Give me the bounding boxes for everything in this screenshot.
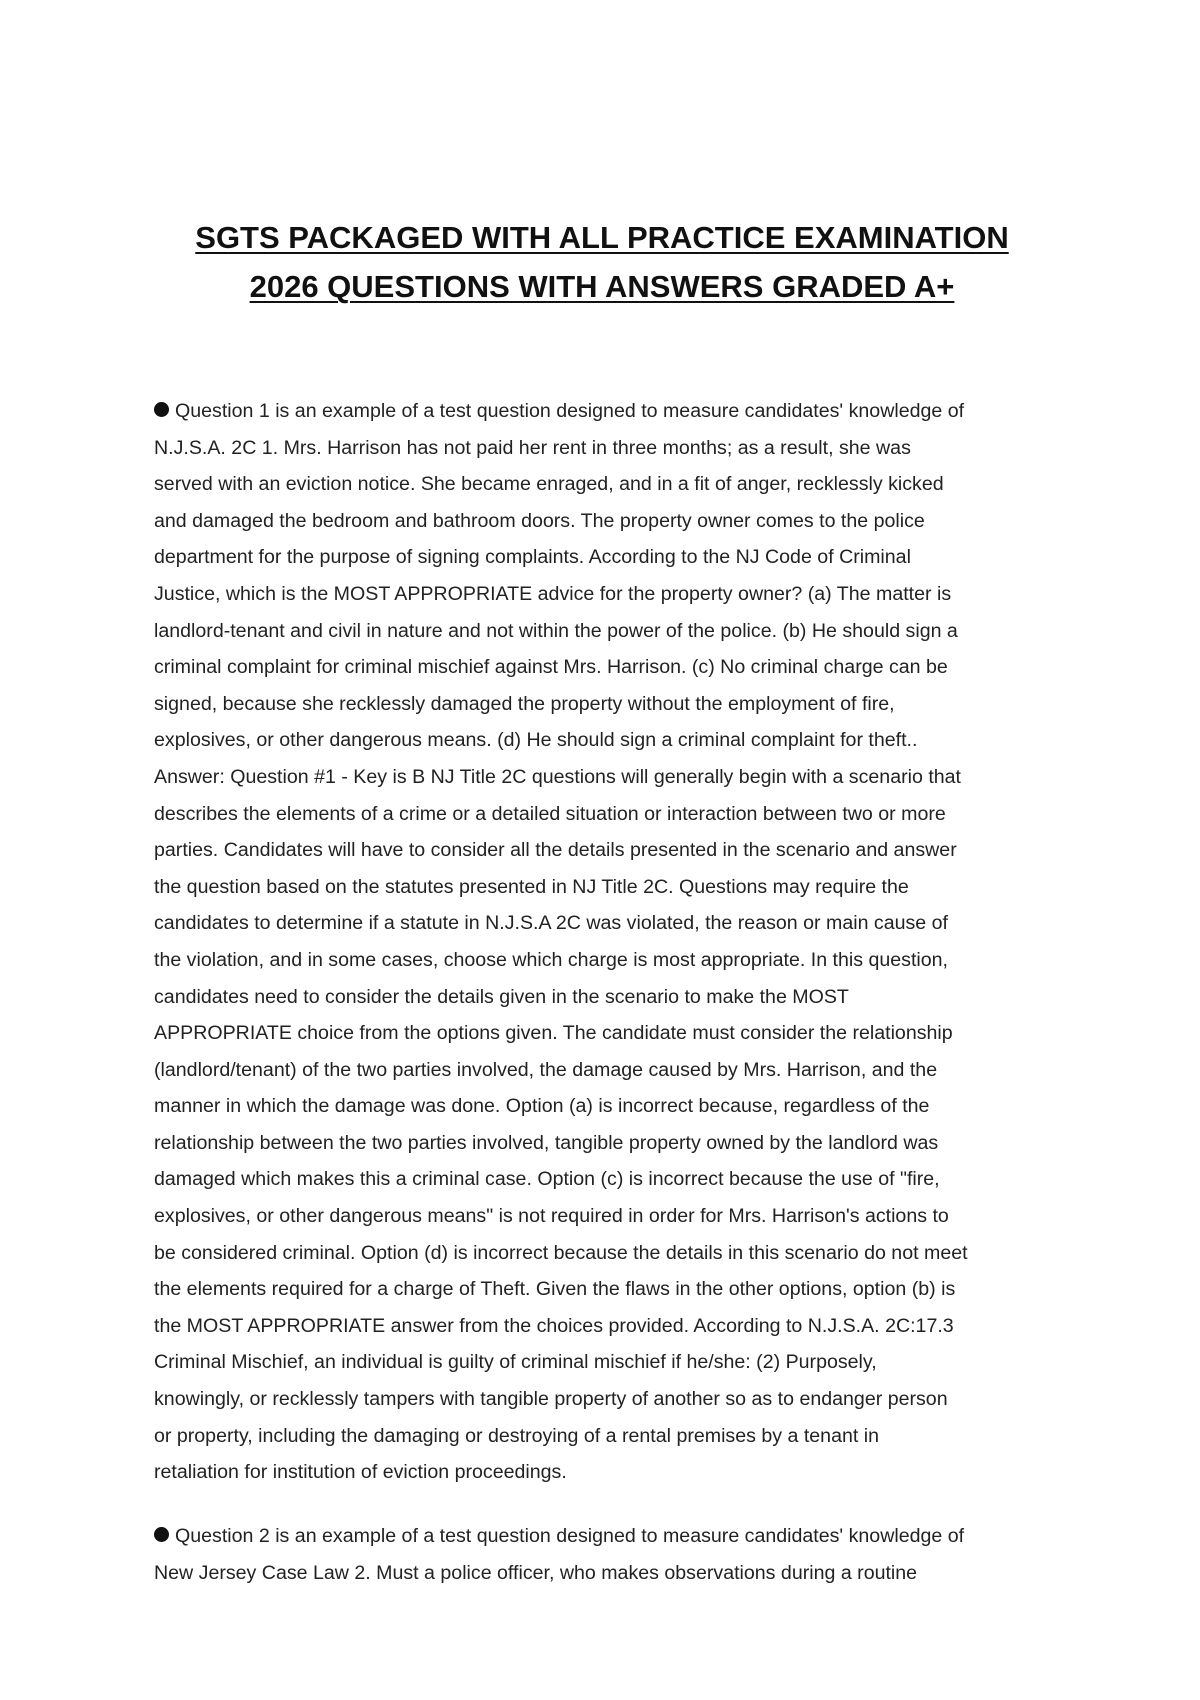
- text-line: criminal complaint for criminal mischief against Mrs. Harrison. (c) No criminal charge can be: [154, 656, 948, 679]
- question-1-paragraph: [154, 393, 1054, 1491]
- text-line: the MOST APPROPRIATE answer from the choices provided. According to N.J.S.A. 2C:17.3: [154, 1314, 954, 1337]
- text-line: candidates to determine if a statute in N.J.S.A 2C was violated, the reason or main cause of: [154, 912, 948, 935]
- text-line: or property, including the damaging or destroying of a rental premises by a tenant in: [154, 1424, 880, 1447]
- text-line: Question 2 is an example of a test question designed to measure candidates' knowledge of: [154, 1518, 1054, 1555]
- text-line: explosives, or other dangerous means" is not required in order for Mrs. Harrison's actions to: [154, 1205, 949, 1228]
- text-line: (landlord/tenant) of the two parties involved, the damage caused by Mrs. Harrison, and the: [154, 1058, 938, 1081]
- text-line: New Jersey Case Law 2. Must a police officer, who makes observations during a routine: [154, 1561, 918, 1584]
- text-line: manner in which the damage was done. Option (a) is incorrect because, regardless of the: [154, 1095, 930, 1118]
- text-line: the question based on the statutes presented in NJ Title 2C. Questions may require the: [154, 875, 909, 898]
- text-line: Answer: Question #1 - Key is B NJ Title 2C questions will generally begin with a scenario that: [154, 765, 961, 788]
- text-line: be considered criminal. Option (d) is incorrect because the details in this scenario do not meet: [154, 1241, 968, 1264]
- bullet-icon: [154, 402, 169, 417]
- text-line: APPROPRIATE choice from the options given. The candidate must consider the relationship: [154, 1022, 953, 1045]
- text-line: department for the purpose of signing complaints. According to the NJ Code of Criminal: [154, 546, 911, 569]
- text-line: relationship between the two parties involved, tangible property owned by the landlord was: [154, 1131, 939, 1154]
- document-title: [150, 213, 1054, 311]
- text-line: N.J.S.A. 2C 1. Mrs. Harrison has not paid her rent in three months; as a result, she was: [154, 436, 911, 459]
- text-line: and damaged the bedroom and bathroom doors. The property owner comes to the police: [154, 509, 925, 532]
- text-line: landlord-tenant and civil in nature and not within the power of the police. (b) He should sign a: [154, 619, 958, 642]
- text-line: candidates need to consider the details given in the scenario to make the MOST: [154, 985, 849, 1008]
- text-line: knowingly, or recklessly tampers with tangible property of another so as to endanger person: [154, 1388, 948, 1411]
- text-line: explosives, or other dangerous means. (d) He should sign a criminal complaint for theft..: [154, 729, 918, 752]
- text-line: served with an eviction notice. She became enraged, and in a fit of anger, recklessly kicked: [154, 473, 944, 496]
- text-line: damaged which makes this a criminal case. Option (c) is incorrect because the use of "fire,: [154, 1168, 940, 1191]
- text-line: Criminal Mischief, an individual is guilty of criminal mischief if he/she: (2) Purposely,: [154, 1351, 877, 1374]
- text-line: Question 1 is an example of a test question designed to measure candidates' knowledge of: [154, 393, 1054, 430]
- text-line: the elements required for a charge of Theft. Given the flaws in the other options, option (b) is: [154, 1278, 956, 1301]
- bullet-icon: [154, 1527, 169, 1542]
- title-line-1: SGTS PACKAGED WITH ALL PRACTICE EXAMINATION: [195, 220, 1009, 255]
- text-line: the violation, and in some cases, choose which charge is most appropriate. In this question,: [154, 948, 948, 971]
- text-line: Justice, which is the MOST APPROPRIATE advice for the property owner? (a) The matter is: [154, 582, 952, 605]
- text-line: parties. Candidates will have to consider all the details presented in the scenario and answer: [154, 839, 957, 862]
- text-line: retaliation for institution of eviction proceedings.: [154, 1461, 567, 1484]
- title-line-2: 2026 QUESTIONS WITH ANSWERS GRADED A+: [249, 269, 955, 304]
- question-2-paragraph: [154, 1518, 1054, 1591]
- text-line: signed, because she recklessly damaged the property without the employment of fire,: [154, 692, 895, 715]
- text-line: describes the elements of a crime or a detailed situation or interaction between two or more: [154, 802, 946, 825]
